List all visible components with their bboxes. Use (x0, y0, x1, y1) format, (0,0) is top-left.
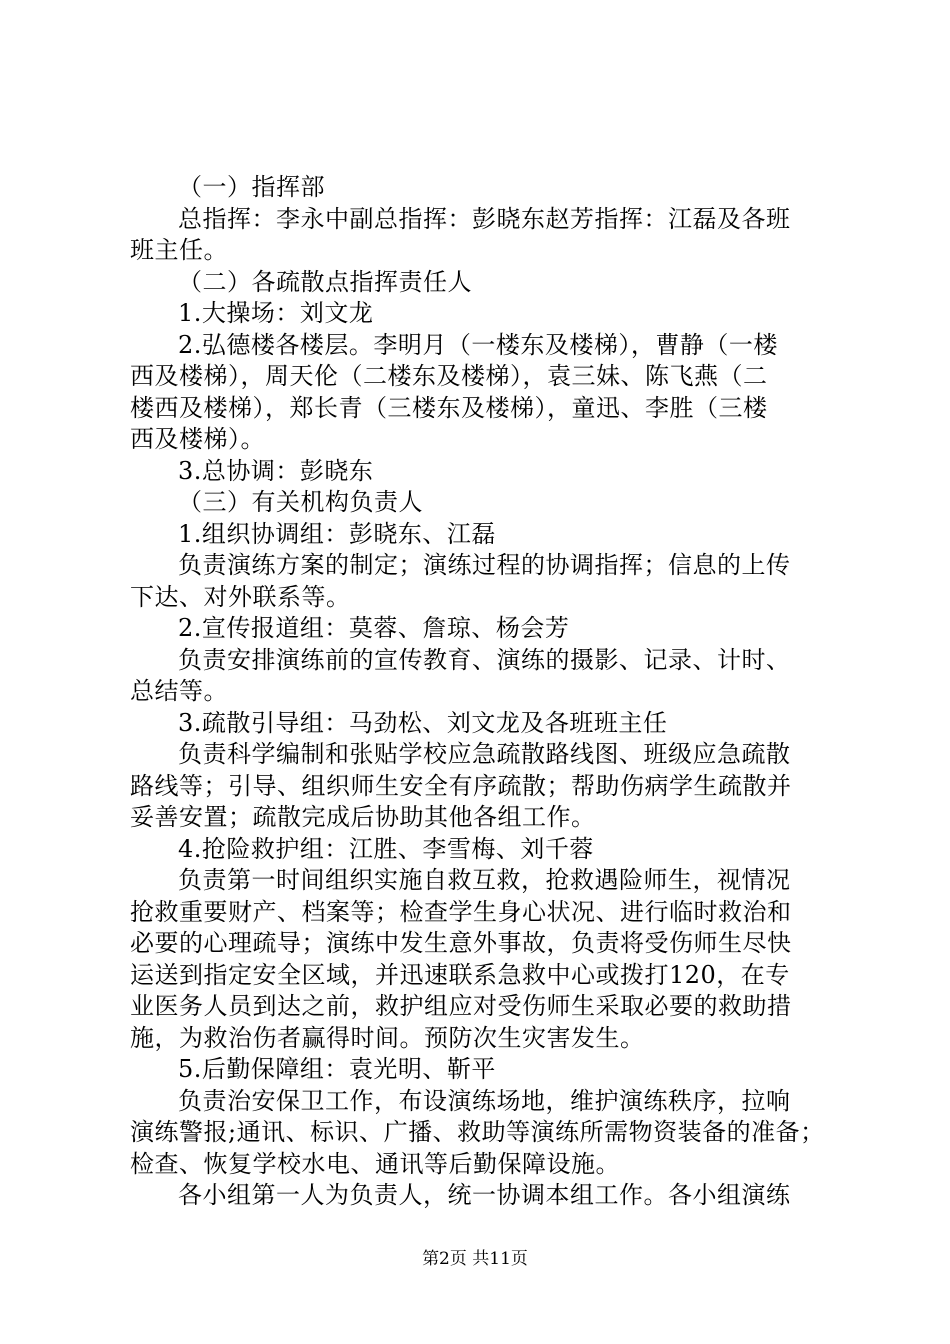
text-line: 负责治安保卫工作，布设演练场地，维护演练秩序，拉响 (178, 1086, 791, 1115)
text-line: 楼西及楼梯），郑长青（三楼东及楼梯），童迅、李胜（三楼 (130, 393, 768, 422)
text-line: 运送到指定安全区域，并迅速联系急救中心或拨打120，在专 (130, 960, 790, 989)
text-line: （三）有关机构负责人 (178, 488, 423, 516)
text-line: 西及楼梯）。 (130, 425, 265, 453)
text-line: 抢救重要财产、档案等；检查学生身心状况、进行临时救治和 (130, 897, 792, 926)
text-line: 负责第一时间组织实施自救互救，抢救遇险师生，视情况 (178, 866, 791, 894)
text-line: 下达、对外联系等。 (130, 582, 351, 611)
text-line: 总结等。 (130, 677, 228, 705)
text-line: 负责演练方案的制定；演练过程的协调指挥；信息的上传 (178, 551, 791, 579)
text-line: 负责安排演练前的宣传教育、演练的摄影、记录、计时、 (178, 645, 791, 674)
text-line: （一）指挥部 (178, 173, 325, 201)
text-line: 路线等；引导、组织师生安全有序疏散；帮助伤病学生疏散并 (130, 771, 792, 800)
text-line: 检查、恢复学校水电、通讯等后勤保障设施。 (130, 1149, 620, 1178)
text-line: 3.总协调：彭晓东 (178, 456, 374, 485)
text-line: 西及楼梯），周天伦（二楼东及楼梯），袁三妹、陈飞燕（二 (130, 362, 768, 390)
text-line: 各小组第一人为负责人，统一协调本组工作。各小组演练 (178, 1181, 791, 1209)
text-line: 必要的心理疏导；演练中发生意外事故，负责将受伤师生尽快 (130, 929, 792, 957)
text-line: 2.弘德楼各楼层。李明月（一楼东及楼梯），曹静（一楼 (178, 330, 778, 359)
page-footer: 第2页 共11页 (422, 1249, 528, 1269)
text-line: 业医务人员到达之前，救护组应对受伤师生采取必要的救助措 (130, 992, 792, 1020)
text-line: 2.宣传报道组：莫蓉、詹琼、杨会芳 (178, 614, 570, 642)
text-line: 演练警报;通讯、标识、广播、救助等演练所需物资装备的准备； (130, 1118, 825, 1146)
text-line: 负责科学编制和张贴学校应急疏散路线图、班级应急疏散 (178, 740, 791, 768)
text-line: 1.大操场：刘文龙 (178, 299, 374, 327)
text-line: 1.组织协调组：彭晓东、江磊 (178, 519, 496, 548)
text-line: 班主任。 (130, 236, 228, 264)
text-line: 5.后勤保障组：袁光明、靳平 (178, 1055, 496, 1083)
text-line: （二）各疏散点指挥责任人 (178, 267, 472, 296)
text-line: 4.抢险救护组：江胜、李雪梅、刘千蓉 (178, 834, 594, 863)
text-line: 妥善安置；疏散完成后协助其他各组工作。 (130, 803, 596, 831)
text-line: 总指挥：李永中副总指挥：彭晓东赵芳指挥：江磊及各班 (178, 204, 791, 233)
document-body (130, 172, 830, 1212)
text-line: 施，为救治伤者赢得时间。预防次生灾害发生。 (130, 1023, 645, 1052)
text-line: 3.疏散引导组：马劲松、刘文龙及各班班主任 (178, 708, 668, 737)
